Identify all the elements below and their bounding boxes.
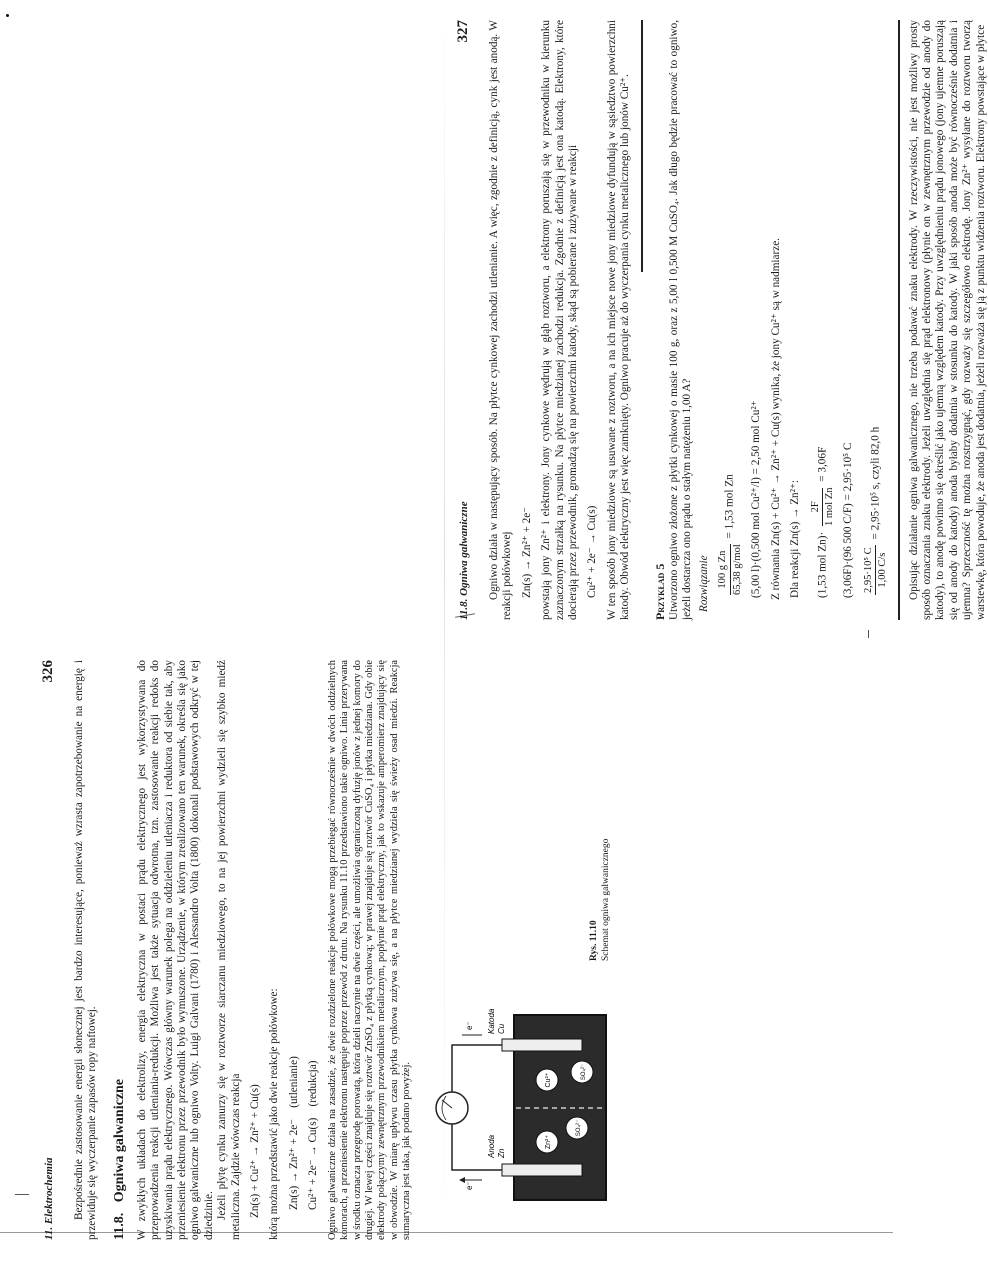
paragraph: powstają jony Zn²⁺ i elektrony. Jony cynkowe wędrują w głąb roztworu, a elektrony poruszają się w przewodniku w kierunku zaznaczonym strzałką na rysunku. Na płytce miedzianej zachodzi redukcja. Zgodnie z definicją jest ona katodą. Elektrony, które docierają przez przewodnik, gromadzą się na powierzchni katody, skąd są pobierane i zużywane w reakcji [540, 20, 580, 620]
paragraph: W ten sposób jony miedziowe są usuwane z roztworu, a na ich miejsce nowe jony miedziowe dyfundują w sąsiedztwo powierzchni katody. Obwód elektryczny jest więc zamknięty. Ogniwo pracuje aż do wyczerpania cynku metalicznego lub jonów Cu²⁺. [605, 20, 632, 620]
page-number: 326 [40, 660, 56, 683]
equation-label: (utlenianie) [287, 1056, 300, 1108]
intro-paragraph: Bezpośrednie zastosowanie energii słonecznej jest bardzo interesujące, ponieważ wzrasta zapotrzebowanie na energię i przewiduje się wyczerpanie zapasów ropy naftowej. [73, 660, 99, 1240]
equation-label: (redukcja) [307, 1060, 320, 1107]
ion-label: Zn²⁺ [544, 1134, 552, 1150]
calc-step: (5,00 l)·(0,500 mol Cu²⁺/l) = 2,50 mol Cu²⁺ [750, 400, 763, 598]
equation: Cu²⁺ + 2e⁻ → Cu(s) [586, 505, 599, 598]
fraction [716, 544, 744, 595]
numerator: 100 g Zn [716, 544, 730, 595]
ion-label: Cu²⁺ [544, 1072, 552, 1088]
cathode-metal: Cu [496, 1023, 506, 1034]
calc-step [809, 20, 837, 620]
ion-label: SO₄²⁻ [580, 1063, 587, 1081]
running-head: 11. Elektrochemia [43, 1157, 55, 1240]
page-header [455, 20, 472, 620]
page-number: 327 [455, 20, 471, 43]
caption-number: Rys. 11.10 [588, 920, 599, 961]
caption-text: Schemat ogniwa galwanicznego [600, 838, 611, 961]
galvanic-cell-figure [422, 975, 612, 1240]
result: = 1,53 mol Zn [723, 474, 736, 539]
page-326 [40, 660, 611, 1240]
calc-note: Z równania Zn(s) + Cu²⁺ → Zn²⁺ + Cu(s) wynika, że jony Cu²⁺ są w nadmiarze. [769, 238, 782, 600]
running-head: 11.8. Ogniwa galwaniczne [458, 501, 470, 620]
fraction [862, 545, 890, 595]
paragraph: którą można przedstawić jako dwie reakcje połówkowe: [268, 988, 281, 1240]
equation-reduction [307, 660, 320, 1240]
denominator: 65,38 g/mol [731, 544, 743, 595]
equation-oxidation [288, 660, 301, 1240]
scan-speck [6, 14, 9, 17]
equation-text: Zn(s) → Zn²⁺ + 2e⁻ [287, 1118, 300, 1210]
galvanic-cell-diagram [422, 975, 612, 1240]
result: = 2,95·10⁵ s, czyli 82,0 h [869, 426, 882, 540]
ion-label: SO₄²⁻ [575, 1119, 582, 1137]
example-title: Przykład 5 [652, 563, 667, 620]
scan-mark [15, 1194, 29, 1195]
example-text: Utworzono ogniwo złożone z płytki cynkowej o masie 100 g, oraz z 5,00 l 0,500 M CuSO₄. Jak długo będzie pracować to ogniwo, jeżeli dostarcza ono prądu o stałym natężeniu 1,00 A? [667, 20, 694, 620]
equation-text: Cu²⁺ + 2e⁻ → Cu(s) [307, 1117, 320, 1210]
numerator: 2F [809, 488, 823, 527]
section-heading [112, 660, 128, 1240]
solution-label: Rozwiązanie [698, 555, 711, 612]
paragraph: Opisując działanie ogniwa galwanicznego, nie trzeba podawać znaku elektrody. W rzeczywistości, nie jest możliwy prosty sposób oznaczania znaku elektrody. Jeżeli uwzględnia się prąd elektronowy (płynie on w zewnętrznym przewodzie od anody do katody), to anodę powinno się określić jako ujemną względem katody. Przy uwzględnieniu prądu jonowego (jony ujemne poruszają się od anody do katody) anoda byłaby dodatnia w stosunku do katody. W jaki sposób anoda może być równocześnie dodatnia i ujemna? Sprzeczność tę można rozstrzygnąć, gdy rozważy się szczegółowo elektrodę. Jony Zn²⁺ wysyłane do roztworu tworzą warstewkę, która powoduje, że anoda jest dodatnia, jeżeli rozważa się ją z punktu widzenia roztworu. Elektrony powstające w płytce [907, 20, 987, 620]
anode-metal: Zn [496, 1148, 506, 1158]
example-top-rule [641, 20, 643, 272]
page-header [40, 660, 57, 1240]
section-title: Ogniwa galwaniczne [111, 1078, 127, 1203]
paragraph: W zwykłych układach do elektrolizy, energia elektryczna w postaci prądu elektrycznego jest wykorzystywana do przeprowadzenia reakcji utleniania-redukcji. Możliwa jest także sytuacja odwrotna, tzn. zastosowanie reakcji redoks do uzyskiwania prądu elektrycznego. Wówczas główny warunek polega na oddzieleniu utleniacza i reduktora od siebie tak, aby przeniesienie elektronu przez przewodnik było wymuszone. Urządzenie, w którym zrealizowano ten warunek, określa się jako ogniwo galwaniczne lub ogniwo Volty. Luigi Galvani (1780) i Alessandro Volta (1800) dokonali podstawowych odkryć w tej dziedzinie. [135, 660, 215, 1240]
calc-step [716, 20, 744, 620]
numerator: 2,95·10⁵ C [862, 545, 876, 595]
denominator: 1 mol Zn [823, 487, 835, 527]
anode-label: Anoda [486, 1134, 496, 1158]
page-327 [455, 20, 987, 620]
electron-label: e⁻ [464, 1181, 474, 1190]
calc-step: (3,06F)·(96 500 C/F) = 2,95·10⁵ C [842, 442, 855, 598]
figure-caption [588, 839, 612, 961]
paragraph: Ogniwo galwaniczne działa na zasadzie, że dwie rozdzielone reakcje połówkowe mogą przebiegać równocześnie w dwóch oddzielnych komorach, a przeniesienie elektronu następuje poprzez przewód z drutu. Na rysunku 11.10 przedstawiono takie ogniwo. Linia przerywana w środku oznacza przegrodę porowatą, która dzieli naczynie na dwie części, ale umożliwia ograniczoną dyfuzję jonów z jednej komory do drugiej. W lewej części znajduje się roztwór ZnSO₄ z płytką cynkową; w prawej znajduje się roztwór CuSO₄ i płytka miedziana. Gdy obie elektrody połączymy zewnętrznym przewodnikiem metalicznym, popłynie prąd elektryczny, jak to wskazuje amperomierz znajdujący się w obwodzie. W miarę upływu czasu płytka cynkowa zużywa się, a na płytce miedzianej wydziela się świeży osad miedzi. Reakcja sumaryczna jest taka, jak podano powyżej. [326, 660, 413, 1240]
scan-mark [868, 630, 869, 638]
paragraph: Ogniwo działa w następujący sposób. Na płytce cynkowej zachodzi utlenianie. A więc, zgodnie z definicją, cynk jest anodą. W reakcji połówkowej [488, 20, 514, 620]
paragraph: Jeżeli płytę cynku zanurzy się w roztworze siarczanu miedziowego, to na jej powierzchni wydzieli się szybko miedź metaliczna. Zajdzie wówczas reakcja [216, 660, 242, 1240]
calc-step [862, 20, 890, 620]
equation-overall: Zn(s) + Cu²⁺ → Zn²⁺ + Cu(s) [249, 1084, 262, 1218]
fraction [809, 488, 837, 527]
denominator: 1,00 C/s [877, 552, 889, 588]
result: = 3,06F [815, 446, 828, 482]
term: (1,53 mol Zn)· [815, 531, 828, 598]
cathode-label: Katoda [486, 1008, 496, 1034]
equation: Zn(s) → Zn²⁺ + 2e⁻ [520, 506, 533, 598]
electron-label: e⁻ [464, 1021, 474, 1030]
example-bottom-rule [898, 20, 900, 620]
section-number: 11.8. [111, 1212, 127, 1240]
calc-step: Dla reakcji Zn(s) → Zn²⁺: [789, 480, 802, 598]
